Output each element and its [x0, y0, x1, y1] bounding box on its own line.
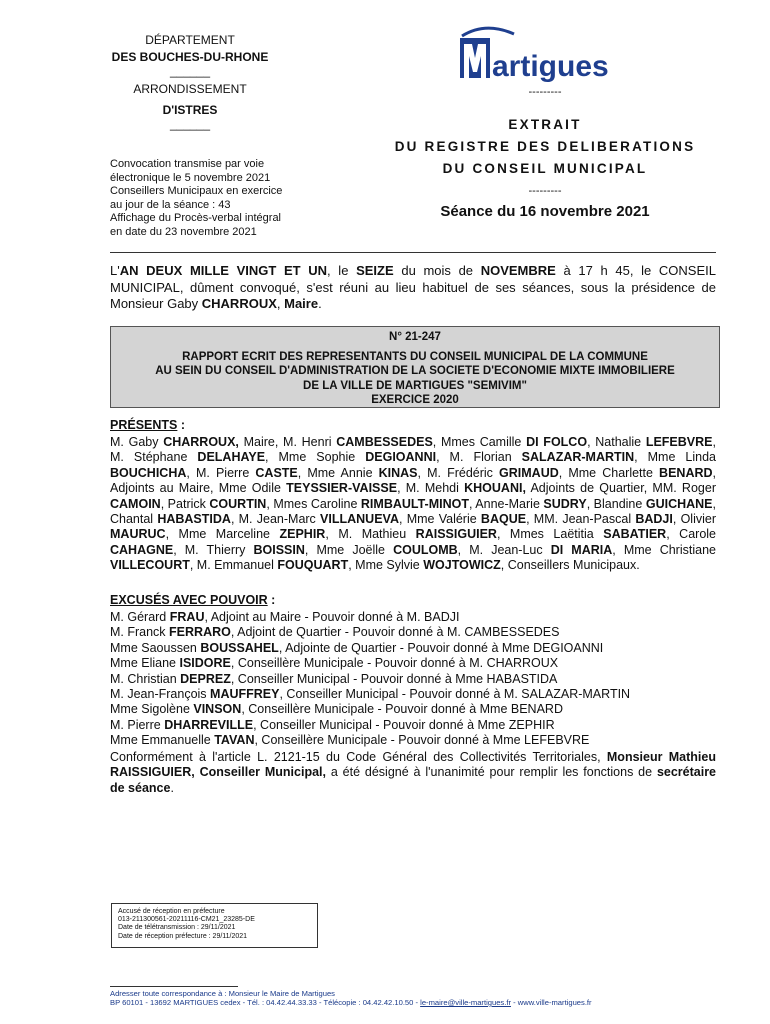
presents-text: Adjoints de Quartier, MM. Roger [525, 481, 716, 496]
presents-bold: BADJI [635, 512, 673, 527]
convocation-line: Convocation transmise par voie [110, 158, 265, 170]
excuse-bold: FRAU [169, 610, 205, 624]
presents-bold: RAISSIGUIER [415, 527, 497, 542]
separator: --------- [528, 185, 562, 197]
presents-bold: DELAHAYE [197, 450, 266, 465]
presents-text: , Blandine [586, 496, 646, 511]
presents-text: , Carole [666, 527, 716, 542]
intro-text: L' [110, 263, 120, 278]
excuse-item [110, 656, 716, 671]
excuses-list [110, 610, 716, 749]
intro-text: du mois de [393, 263, 481, 278]
presents-text: , Mmes Laëtitia [496, 527, 604, 542]
presents-text: , M. Jean-Marc [230, 512, 321, 527]
excuse-bold: TAVAN [214, 733, 255, 748]
footer-correspondence: Adresser toute correspondance à : Monsieur le Maire de Martigues [110, 989, 335, 998]
presents-text: , Mme Joëlle [304, 542, 394, 557]
presents-text: , Chantal [110, 496, 716, 527]
header-divider [110, 252, 716, 253]
excuse-bold: BOUSSAHEL [200, 640, 279, 655]
excuse-text: , Adjoint de Quartier - Pouvoir donné à M. CAMBESSEDES [230, 625, 560, 640]
department-label: DÉPARTEMENT [145, 33, 235, 47]
presents-text: , M. Stéphane [110, 435, 716, 465]
excuse-text: Mme Saoussen [110, 640, 201, 655]
secretary-bold: secrétaire de séance [110, 765, 717, 795]
presents-text: , Patrick [160, 496, 210, 511]
secretary-paragraph [110, 750, 716, 796]
excuse-bold: VINSON [193, 702, 242, 717]
receipt-line: 013-211300561-20211116-CM21_23285-DE [118, 916, 255, 924]
presents-bold: MAURUC [110, 527, 166, 542]
presents-bold: RIMBAULT-MINOT [360, 496, 469, 511]
presents-text: , Nathalie [587, 435, 646, 449]
council-title: DU CONSEIL MUNICIPAL [442, 161, 648, 176]
excuse-text: , Conseillère Municipale - Pouvoir donné à M. CHARROUX [230, 656, 559, 671]
secretary-text: . [170, 780, 174, 795]
presents-text: , Mme Linda [634, 450, 717, 465]
convocation-line: électronique le 5 novembre 2021 [110, 171, 271, 184]
presents-bold: VILLANUEVA [320, 512, 399, 527]
receipt-line: Accusé de réception en préfecture [118, 908, 225, 915]
presents-title: PRÉSENTS [110, 418, 178, 432]
excuse-bold: MAUFFREY [210, 687, 280, 702]
department-header [100, 32, 280, 129]
excuse-bold: FERRARO [169, 625, 231, 640]
arrondissement-label: ARRONDISSEMENT [133, 82, 247, 96]
presents-bold: CASTE [255, 465, 298, 480]
footer-website: - www.ville-martigues.fr [510, 998, 592, 1007]
presents-text: , M. Frédéric [417, 465, 500, 480]
separator: ______ [169, 64, 211, 78]
excuse-text: Mme Emmanuelle [110, 733, 215, 748]
presents-text: , Mme Charlette [558, 465, 660, 480]
presents-text: , MM. Jean-Pascal [526, 512, 636, 527]
intro-bold: Maire [284, 296, 319, 311]
secretary-text: Conformément à l'article L. 2121-15 du Code Général des Collectivités Territoriales, [110, 750, 607, 764]
report-title-line: AU SEIN DU CONSEIL D'ADMINISTRATION DE LA SOCIETE D'ECONOMIE MIXTE IMMOBILIERE [155, 365, 675, 377]
presents-bold: DI MARIA [550, 542, 613, 557]
intro-text: , [276, 296, 285, 311]
department-name: DES BOUCHES-DU-RHONE [111, 50, 269, 64]
excuse-item [110, 733, 716, 748]
presents-text: , M. Emmanuel [189, 558, 278, 573]
presents-bold: VILLECOURT [110, 558, 190, 573]
excuse-item [110, 641, 716, 656]
presents-bold: KHOUANI, [464, 481, 526, 496]
presents-bold: DI FOLCO [526, 435, 588, 449]
report-number: N° 21-247 [389, 331, 441, 343]
presents-bold: COURTIN [209, 496, 267, 511]
presents-text: , Mmes Camille [432, 435, 527, 449]
presents-list [110, 435, 716, 574]
excuse-item [110, 702, 716, 717]
presents-bold: CAHAGNE [110, 542, 174, 557]
footer-email-link[interactable]: le-maire@ville-martigues.fr [420, 998, 511, 1007]
presents-bold: FOUQUART [277, 558, 349, 573]
report-title-line: DE LA VILLE DE MARTIGUES "SEMIVIM" [303, 379, 527, 392]
presents-bold: COULOMB [393, 542, 458, 557]
report-title-line: EXERCICE 2020 [371, 394, 459, 406]
presents-bold: CAMBESSEDES [336, 435, 433, 449]
excuse-item [110, 610, 716, 625]
convocation-line: Conseillers Municipaux en exercice [110, 185, 283, 197]
excuse-bold: DEPREZ [180, 671, 231, 686]
presents-text: , Mme Annie [297, 465, 379, 480]
intro-paragraph [110, 263, 716, 313]
intro-bold: AN DEUX MILLE VINGT ET UN [119, 263, 328, 278]
presents-text: , M. Jean-Luc [457, 542, 551, 557]
excuse-text: , Adjoint au Maire - Pouvoir donné à M. BADJI [204, 610, 460, 624]
presents-text: , Anne-Marie [469, 496, 544, 511]
excuse-text: Mme Eliane [110, 656, 180, 671]
logo-swoosh [462, 28, 514, 36]
excuse-text: M. Jean-François [110, 687, 211, 702]
presents-bold: SALAZAR-MARTIN [521, 450, 635, 465]
excuse-text: , Conseillère Municipale - Pouvoir donné à Mme LEFEBVRE [254, 733, 590, 748]
report-title-box [110, 326, 720, 408]
presents-text: , Olivier [672, 512, 716, 527]
intro-bold: NOVEMBRE [480, 263, 556, 278]
excuse-item [110, 718, 716, 733]
logo-text: artigues [492, 50, 609, 83]
presents-bold: LEFEBVRE [645, 435, 713, 449]
excuse-text: , Adjointe de Quartier - Pouvoir donné à Mme DEGIOANNI [278, 640, 604, 655]
presents-bold: GRIMAUD [499, 465, 559, 480]
presents-bold: BOUCHICHA [110, 465, 187, 480]
intro-text: , le [327, 263, 357, 278]
excuse-text: , Conseillère Municipale - Pouvoir donné à Mme BENARD [241, 702, 563, 717]
presents-bold: BAQUE [480, 512, 527, 527]
presents-colon: : [177, 418, 186, 432]
footer-divider [110, 986, 238, 987]
presents-bold: CHARROUX, [163, 435, 239, 449]
convocation-info [110, 158, 320, 239]
presents-text: , M. Mehdi [397, 481, 465, 496]
presents-text: , M. Thierry [173, 542, 254, 557]
presents-text: , Mme Sylvie [348, 558, 424, 573]
presents-text: Maire, M. Henri [238, 435, 337, 449]
report-title-line: RAPPORT ECRIT DES REPRESENTANTS DU CONSEIL MUNICIPAL DE LA COMMUNE [182, 350, 648, 363]
intro-bold: CHARROUX [201, 296, 277, 311]
excuses-title: EXCUSÉS AVEC POUVOIR [110, 593, 268, 607]
arrondissement-name: D'ISTRES [162, 103, 218, 117]
convocation-line: en date du 23 novembre 2021 [110, 225, 257, 238]
convocation-line: au jour de la séance : 43 [110, 198, 231, 211]
presents-text: , Mme Sophie [265, 450, 366, 465]
presents-bold: GUICHANE [645, 496, 713, 511]
presents-bold: ZEPHIR [279, 527, 326, 542]
presents-text: , Mme Marceline [165, 527, 280, 542]
excuse-text: , Conseiller Municipal - Pouvoir donné à M. SALAZAR-MARTIN [279, 687, 631, 702]
excuse-text: Mme Sigolène [110, 702, 194, 717]
excuse-item [110, 672, 716, 687]
footer-contact [110, 998, 730, 1007]
excuse-text: M. Gérard [110, 610, 170, 624]
presents-bold: TEYSSIER-VAISSE [286, 481, 398, 496]
presents-bold: BENARD [659, 465, 713, 480]
presents-text: , M. Florian [436, 450, 522, 465]
secretary-text: a été désigné à l'unanimité pour remplir les fonctions de [326, 765, 657, 780]
presents-bold: HABASTIDA [157, 512, 231, 527]
presents-bold: WOJTOWICZ [423, 558, 501, 573]
footer [110, 989, 730, 1007]
presents-text: , Mme Christiane [612, 542, 716, 557]
receipt-line: Date de télétransmission : 29/11/2021 [118, 924, 236, 932]
presents-bold: KINAS [378, 465, 418, 480]
excuses-section [110, 593, 716, 749]
intro-bold: SEIZE [356, 263, 394, 278]
presents-text: , M. Pierre [186, 465, 256, 480]
presents-bold: DEGIOANNI [365, 450, 437, 465]
excuse-text: M. Pierre [110, 717, 165, 732]
excuse-item [110, 625, 716, 640]
separator: ______ [169, 117, 211, 131]
presents-text: M. Gaby [110, 435, 164, 449]
excuse-text: M. Franck [110, 625, 170, 640]
secretary-bold: Monsieur Mathieu RAISSIGUIER, Conseiller Municipal, [110, 750, 716, 780]
presents-section [110, 418, 716, 574]
excuse-bold: ISIDORE [179, 656, 231, 671]
excuses-colon: : [267, 593, 276, 607]
presents-bold: BOISSIN [253, 542, 305, 557]
intro-text: . [318, 296, 322, 311]
presents-text: , Mmes Caroline [266, 496, 361, 511]
presents-text: , Conseillers Municipaux. [500, 558, 640, 573]
footer-address: BP 60101 - 13692 MARTIGUES cedex - Tél. : 04.42.44.33.33 - Télécopie : 04.42.42.10.50 - [110, 998, 421, 1007]
excuse-text: , Conseiller Municipal - Pouvoir donné à Mme ZEPHIR [253, 717, 555, 732]
presents-text: , Adjoints au Maire, Mme Odile [110, 465, 717, 496]
presents-bold: SUDRY [543, 496, 587, 511]
extract-title: EXTRAIT [508, 117, 582, 132]
excuse-text: , Conseiller Municipal - Pouvoir donné à Mme HABASTIDA [230, 671, 558, 686]
presents-bold: CAMOIN [110, 496, 161, 511]
convocation-line: Affichage du Procès-verbal intégral [110, 212, 282, 224]
martigues-logo [458, 24, 630, 86]
excuse-item [110, 687, 716, 702]
separator: --------- [528, 86, 562, 98]
receipt-line: Date de réception préfecture : 29/11/2021 [118, 932, 248, 940]
receipt-stamp [111, 903, 318, 948]
presents-bold: SABATIER [603, 527, 667, 542]
session-date: Séance du 16 novembre 2021 [440, 203, 650, 220]
presents-text: , Mme Valérie [398, 512, 481, 527]
intro-text: à 17 h 45, le CONSEIL MUNICIPAL, dûment convoqué, s'est réuni au lieu habituel de ses séances, sous la présidence de Monsieur Gaby [110, 263, 716, 311]
register-title: DU REGISTRE DES DELIBERATIONS [394, 139, 696, 154]
excuse-text: M. Christian [110, 671, 181, 686]
extract-header [360, 86, 730, 220]
presents-text: , M. Mathieu [325, 527, 416, 542]
excuse-bold: DHARREVILLE [164, 717, 254, 732]
